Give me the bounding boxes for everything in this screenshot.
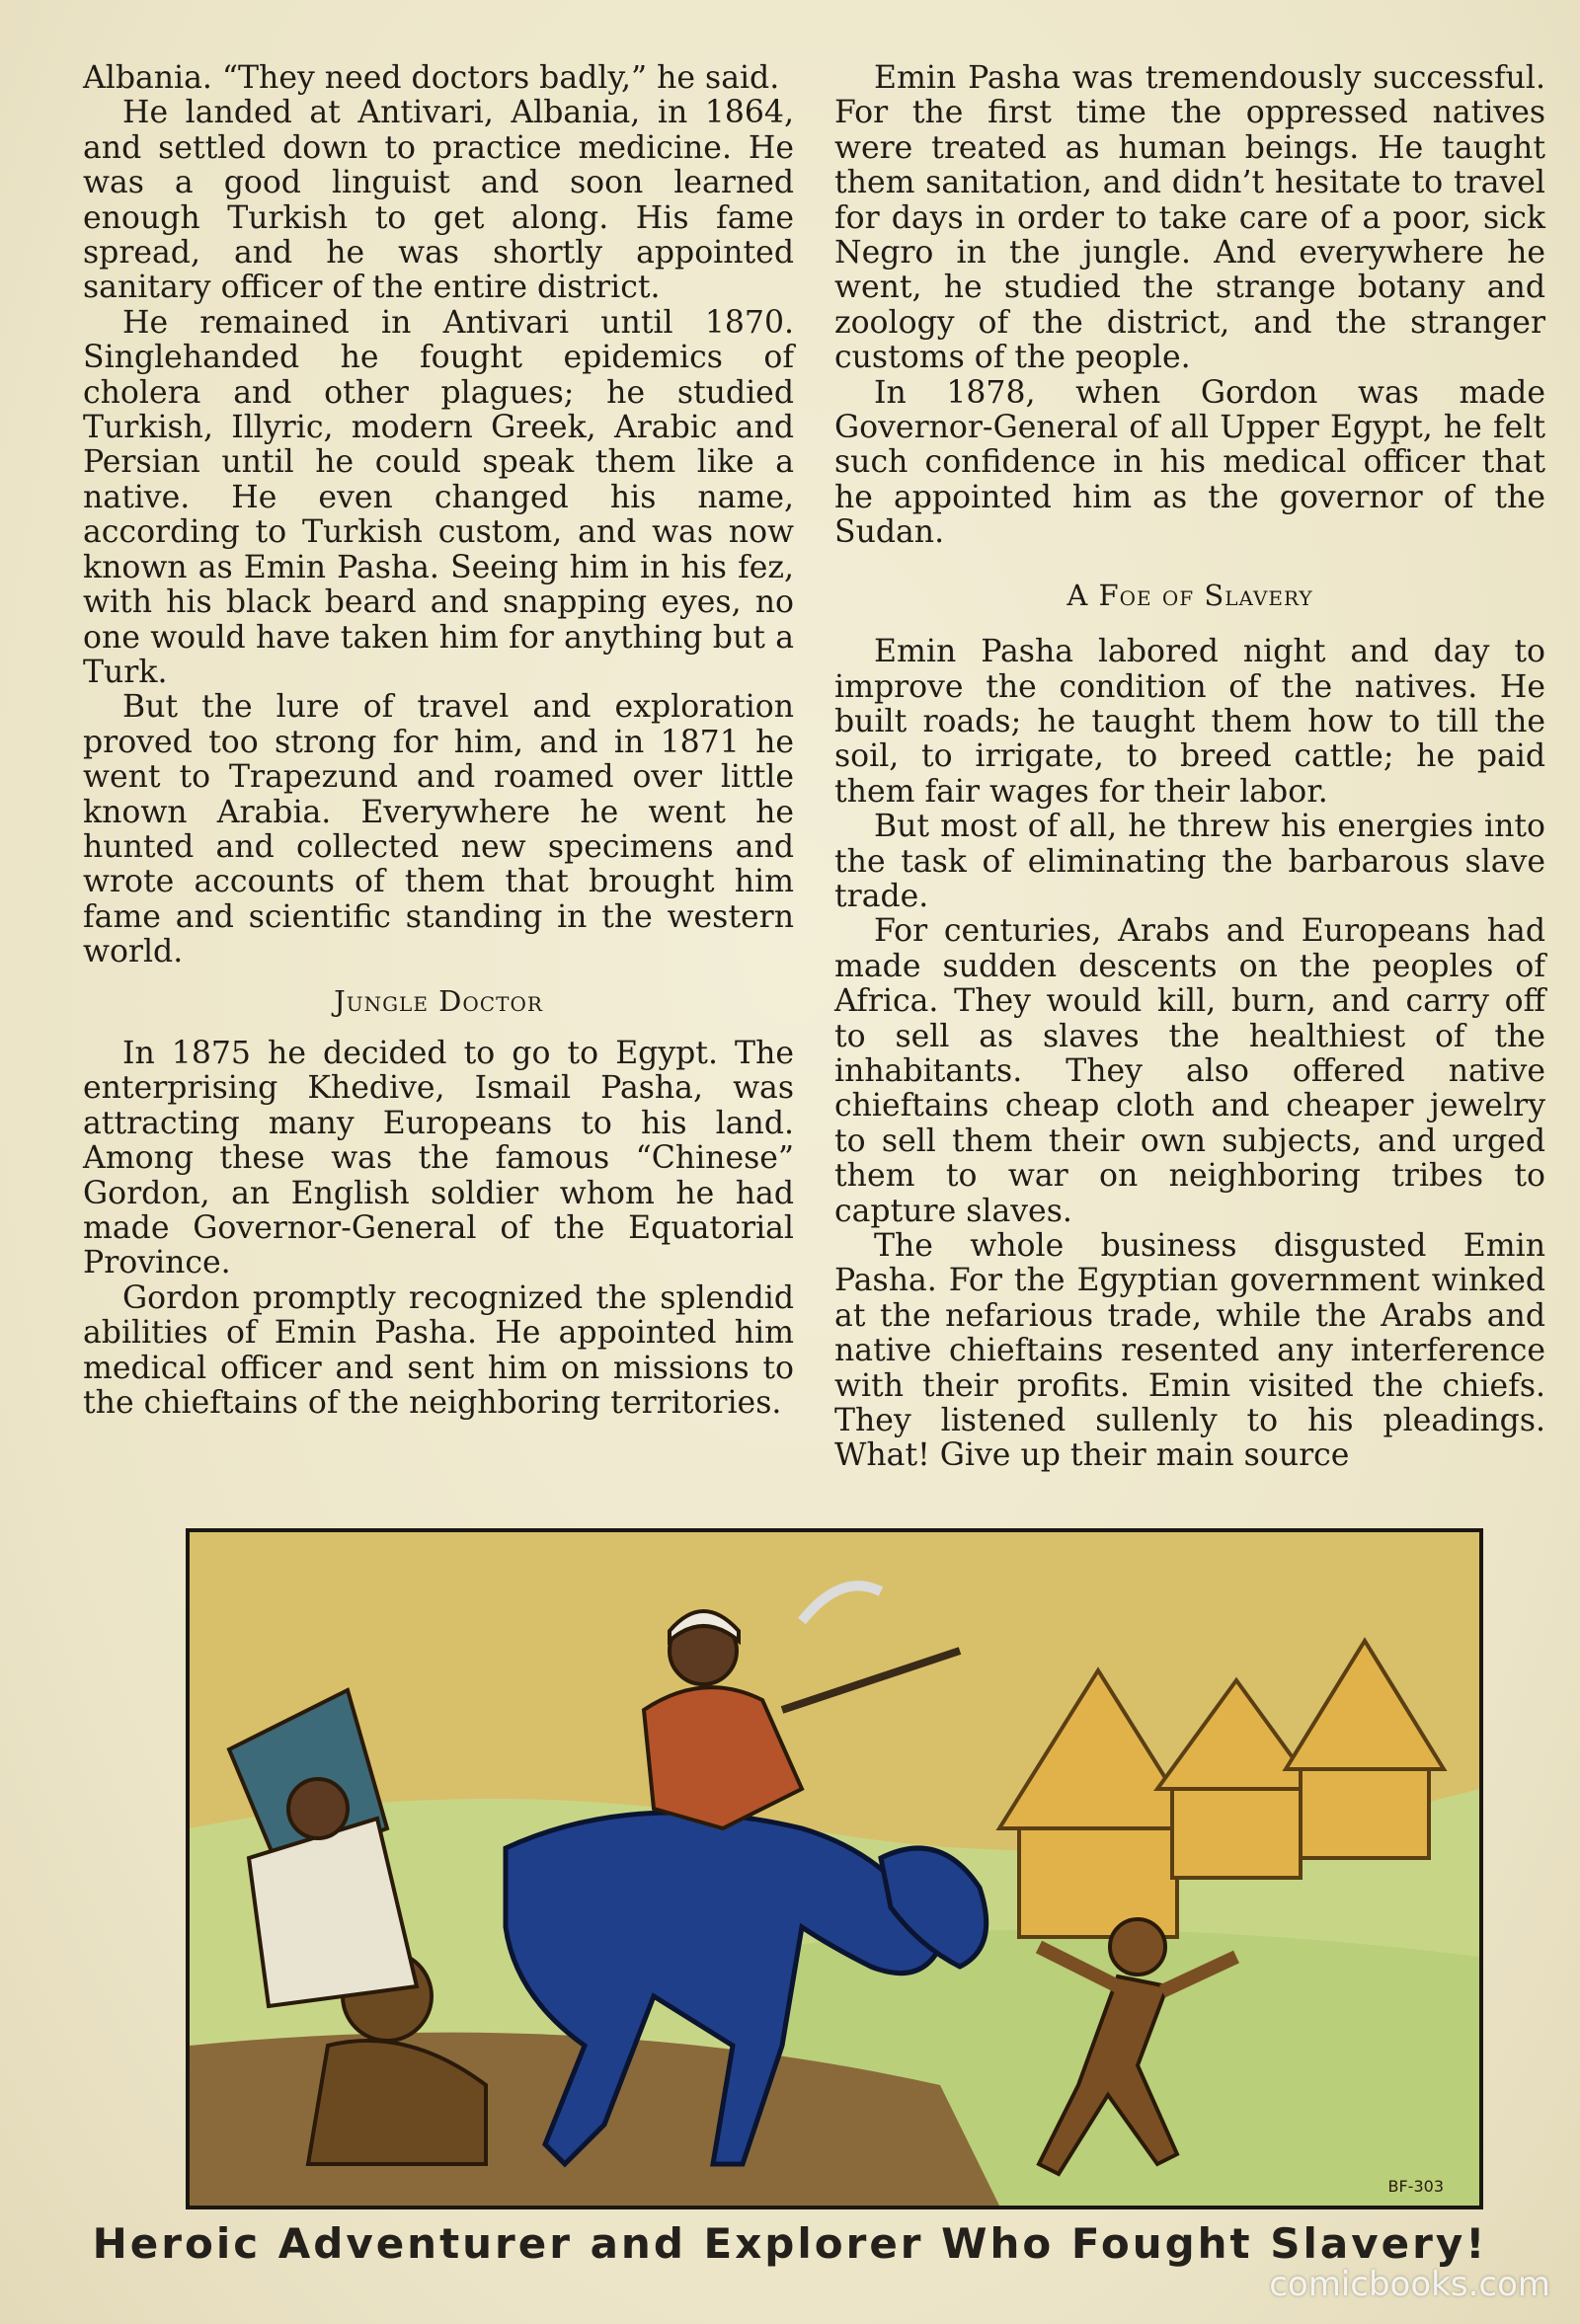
left-paragraph-4: But the lure of travel and exploration proved too strong for him, and in 1871 he went to Trapezund and roamed over little known Arabia. Everywhere he went he hunted and collected new specimens and wrote accounts of them that brought him fame and scientific standing in the western world.	[83, 689, 794, 970]
illustration-drawing	[190, 1532, 1479, 2206]
page-caption: Heroic Adventurer and Explorer Who Fought Slavery!	[92, 2219, 1488, 2268]
slave-raid-illustration	[186, 1528, 1483, 2209]
illustration-signature: BF-303	[1387, 2177, 1444, 2196]
right-paragraph-4: But most of all, he threw his energies into the task of eliminating the barbarous slave trade.	[834, 809, 1545, 914]
section-heading-foe-of-slavery: A Foe of Slavery	[1066, 578, 1313, 612]
left-paragraph-1: Albania. “They need doctors badly,” he said.	[83, 60, 780, 96]
left-paragraph-6: Gordon promptly recognized the splendid abilities of Emin Pasha. He appointed him medical officer and sent him on missions to the chieftains of the neighboring territories.	[83, 1279, 794, 1422]
section-heading-jungle-doctor: Jungle Doctor	[334, 983, 543, 1018]
right-text-column	[834, 61, 1545, 1474]
left-paragraph-5: In 1875 he decided to go to Egypt. The enterprising Khedive, Ismail Pasha, was attracting many Europeans to his land. Among these was the famous “Chinese” Gordon, an English soldier whom he had made Governor-General of the Equatorial Province.	[83, 1035, 794, 1281]
right-paragraph-5: For centuries, Arabs and Europeans had made sudden descents on the peoples of Africa. They would kill, burn, and carry off to sell as slaves the healthiest of the inhabitants. They also offered native chieftains cheap cloth and cheaper jewelry to sell them their own subjects, and urged them to war on neighboring tribes to capture slaves.	[834, 913, 1545, 1229]
left-text-column	[83, 61, 794, 1421]
right-paragraph-6: The whole business disgusted Emin Pasha. For the Egyptian government winked at the nefarious trade, while the Arabs and native chieftains resented any interference with their profits. Emin visited the chiefs. They listened sullenly to his pleadings. What! Give up their main source	[834, 1228, 1545, 1474]
watermark-text: comicbooks.com	[1269, 2265, 1550, 2304]
right-paragraph-2: In 1878, when Gordon was made Governor-General of all Upper Egypt, he felt such confidence in his medical officer that he appointed him as the governor of the Sudan.	[834, 374, 1545, 551]
left-paragraph-2: He landed at Antivari, Albania, in 1864, and settled down to practice medicine. He was a good linguist and soon learned enough Turkish to get along. His fame spread, and he was shortly appointed sanitary officer of the entire district.	[83, 95, 794, 306]
right-paragraph-1: Emin Pasha was tremendously successful. For the first time the oppressed natives were treated as human beings. He taught them sanitation, and didn’t hesitate to travel for days in order to take care of a poor, sick Negro in the jungle. And everywhere he went, he studied the strange botany and zoology of the district, and the stranger customs of the people.	[834, 60, 1545, 376]
right-paragraph-3: Emin Pasha labored night and day to improve the condition of the natives. He built roads; he taught them how to till the soil, to irrigate, to breed cattle; he paid them fair wages for their labor.	[834, 634, 1545, 810]
left-paragraph-3: He remained in Antivari until 1870. Singlehanded he fought epidemics of cholera and other plagues; he studied Turkish, Illyric, modern Greek, Arabic and Persian until he could speak them like a native. He even changed his name, according to Turkish custom, and was now known as Emin Pasha. Seeing him in his fez, with his black beard and snapping eyes, no one would have taken him for anything but a Turk.	[83, 304, 794, 690]
